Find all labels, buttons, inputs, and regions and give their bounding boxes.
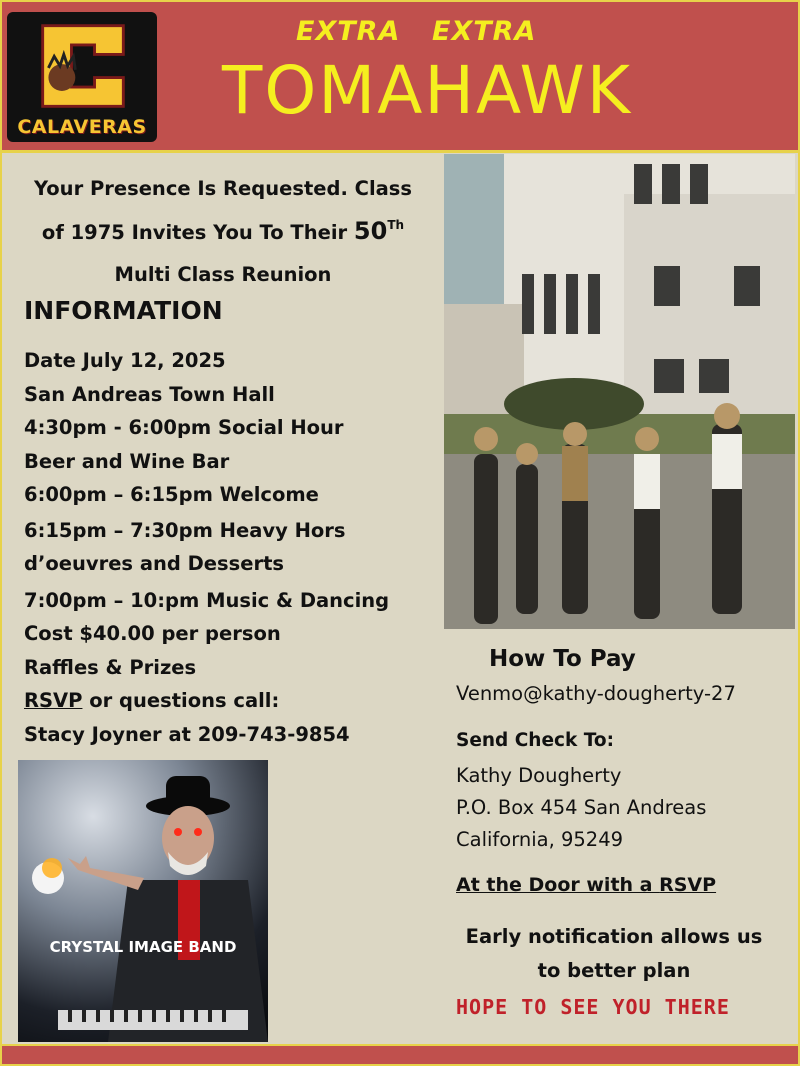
header-banner [0,0,800,152]
intro-line-2 [14,210,432,254]
extra-label-1: EXTRA [296,16,401,47]
school-building-image [444,154,795,629]
c-letter-icon [35,18,131,114]
band-performer-image [18,760,268,1042]
information-list [24,344,444,751]
info-bar: Beer and Wine Bar [24,449,230,473]
newsletter-title: TOMAHAWK [222,52,633,129]
info-date: Date July 12, 2025 [24,349,226,372]
information-heading: INFORMATION [24,296,223,325]
logo-text: CALAVERAS [17,116,147,138]
anniversary-suffix: Th [387,218,405,232]
info-cost: Cost $40.00 per person [24,622,281,645]
extra-label-2: EXTRA [432,16,537,47]
payee-name: Kathy Dougherty [456,764,622,787]
anniversary-number: 50 [353,217,388,245]
early-line-1: Early notification allows us [465,925,763,948]
intro-line-3: Multi Class Reunion [114,263,332,286]
info-hors-line-2: d’oeuvres and Desserts [24,552,285,575]
address-line-2: California, 95249 [456,828,624,851]
footer-banner [0,1046,800,1066]
intro-line-2-text: of 1975 Invites You To Their [41,221,354,244]
info-raffles: Raffles & Prizes [24,655,197,679]
early-line-2: to better plan [537,959,691,982]
calaveras-logo [7,12,157,142]
door-rsvp: RSVP [659,874,717,896]
address-line-1: P.O. Box 454 San Andreas [456,796,707,819]
intro-line-1: Your Presence Is Requested. Class [33,177,413,200]
send-check-heading: Send Check To: [456,730,614,751]
info-social-hour: 4:30pm - 6:00pm Social Hour [24,416,344,439]
at-the-door [456,874,716,896]
rsvp-word: RSVP [24,689,83,712]
info-hors-line-1: 6:15pm – 7:30pm Heavy Hors [24,518,346,542]
band-photo [18,760,268,1042]
info-venue: San Andreas Town Hall [24,382,275,406]
invitation-text [14,168,432,296]
info-hors-doeuvres [24,514,444,581]
rsvp-rest: or questions call: [82,689,280,712]
door-text: At the Door with a [456,874,660,896]
mailing-address [456,760,706,856]
early-notification [452,920,776,988]
info-welcome: 6:00pm – 6:15pm Welcome [24,483,319,506]
band-label: CRYSTAL IMAGE BAND [49,938,237,956]
hope-message: HOPE TO SEE YOU THERE [456,995,730,1019]
info-rsvp [24,684,444,718]
info-contact: Stacy Joyner at 209-743-9854 [24,722,350,746]
venmo-handle: Venmo@kathy-dougherty-27 [456,682,736,705]
info-music: 7:00pm – 10:pm Music & Dancing [24,588,390,612]
how-to-pay-heading: How To Pay [489,646,636,672]
school-photo [444,154,795,629]
